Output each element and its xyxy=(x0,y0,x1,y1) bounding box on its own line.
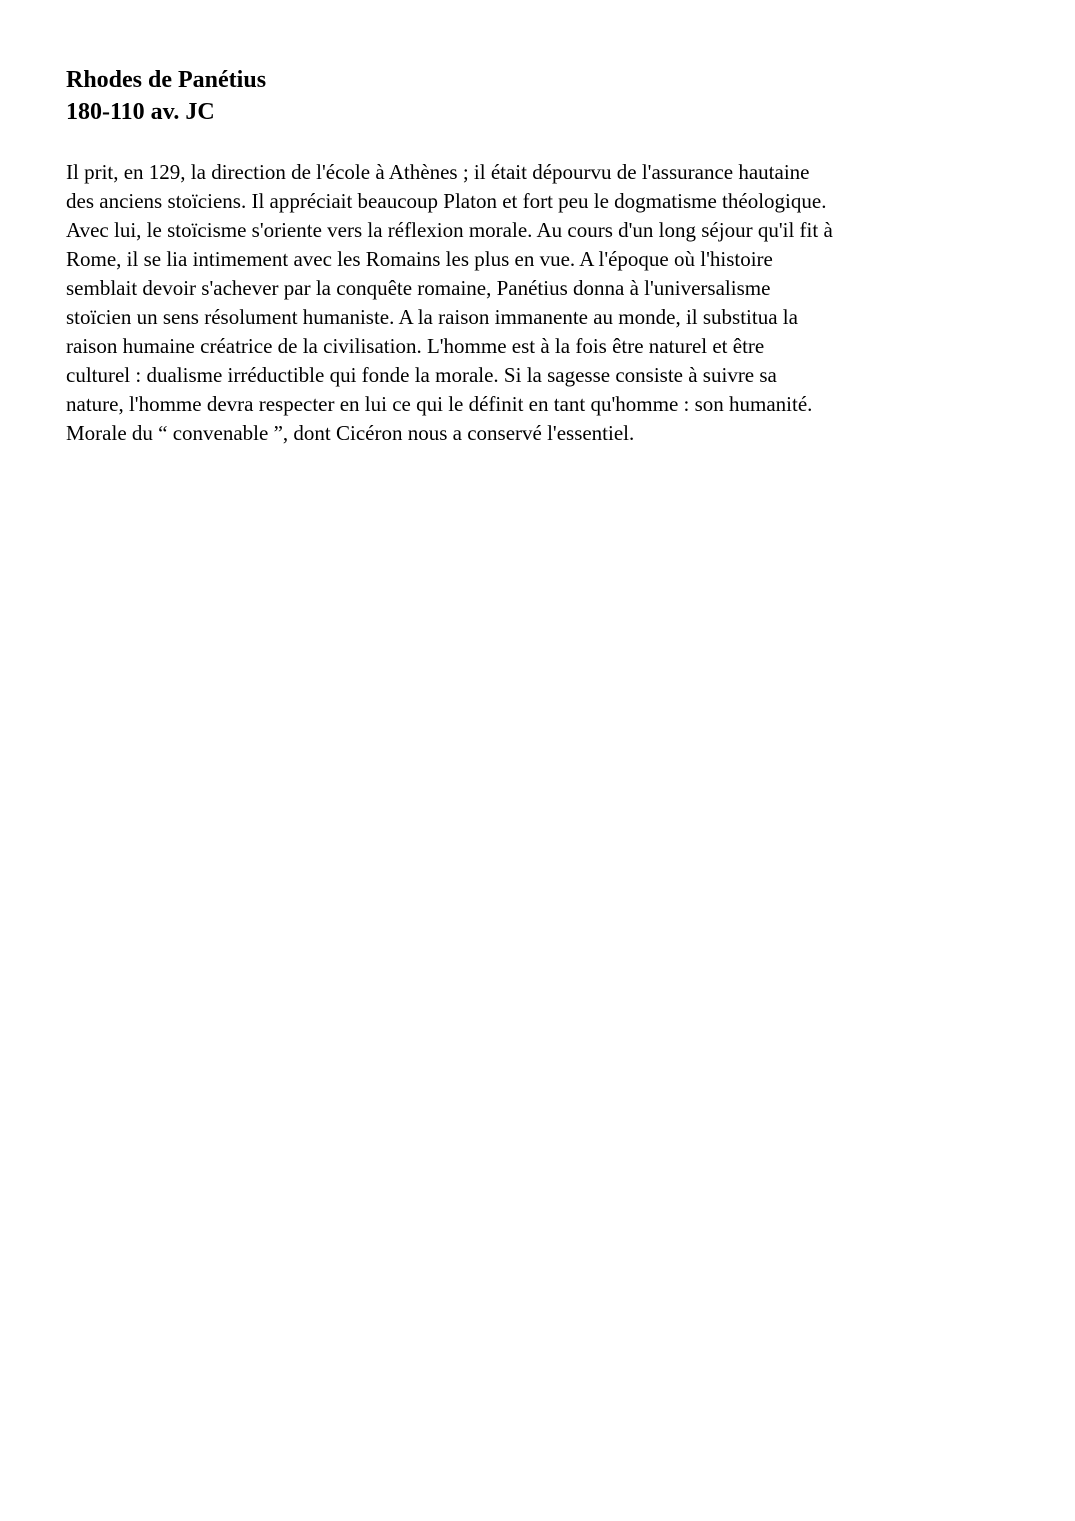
document-title xyxy=(66,64,1006,128)
paragraph-line: Morale du “ convenable ”, dont Cicéron nous a conservé l'essentiel. xyxy=(66,421,635,445)
paragraph-line: Rome, il se lia intimement avec les Romains les plus en vue. A l'époque où l'histoire xyxy=(66,247,773,271)
body-paragraph xyxy=(66,158,1026,448)
paragraph-line: Il prit, en 129, la direction de l'école à Athènes ; il était dépourvu de l'assurance hautaine xyxy=(66,160,810,184)
title-dates: 180-110 av. JC xyxy=(66,99,215,125)
paragraph-line: culturel : dualisme irréductible qui fonde la morale. Si la sagesse consiste à suivre sa xyxy=(66,363,777,387)
paragraph-line: raison humaine créatrice de la civilisation. L'homme est à la fois être naturel et être xyxy=(66,334,765,358)
paragraph-line: Avec lui, le stoïcisme s'oriente vers la réflexion morale. Au cours d'un long séjour qu'il fit à xyxy=(66,218,833,242)
paragraph-line: des anciens stoïciens. Il appréciait beaucoup Platon et fort peu le dogmatisme théologique. xyxy=(66,189,827,213)
paragraph-line: nature, l'homme devra respecter en lui ce qui le définit en tant qu'homme : son humanité. xyxy=(66,392,813,416)
title-name: Rhodes de Panétius xyxy=(66,67,267,93)
paragraph-line: stoïcien un sens résolument humaniste. A la raison immanente au monde, il substitua la xyxy=(66,305,798,329)
paragraph-line: semblait devoir s'achever par la conquête romaine, Panétius donna à l'universalisme xyxy=(66,276,771,300)
